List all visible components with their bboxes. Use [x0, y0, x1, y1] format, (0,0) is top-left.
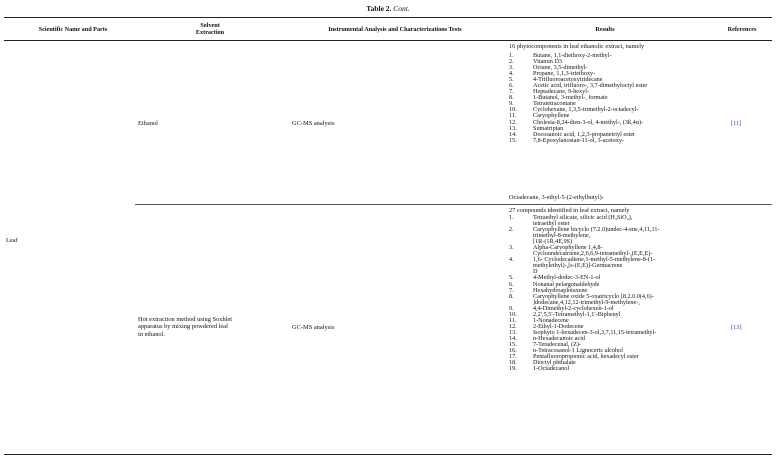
header-solvent-line1: Solvent: [200, 22, 220, 29]
row1-compound-list: [509, 53, 647, 144]
compound-name-line: Alpha-Caryophyllene 1,4,8-: [533, 244, 603, 252]
compound-number: 5.: [509, 76, 514, 84]
header-analysis: Instrumental Analysis and Characterizations Tests: [328, 26, 462, 33]
compound-list-item: [509, 366, 660, 372]
compound-name-line: 4-Trifluoroacetoxytridecane: [533, 76, 603, 84]
header-references: References: [727, 26, 757, 33]
compound-name-line: 2,2′,5,5′-Tetramethyl-1,1′-Biphenyl: [533, 310, 621, 318]
compound-name-line: Butane, 1,1-diethoxy-2-methyl-: [533, 52, 612, 59]
compound-name-line: tetraethyl ester: [533, 220, 570, 228]
compound-number: 10.: [509, 310, 517, 318]
compound-name-line: Dioctyl phthalate: [533, 359, 576, 367]
compound-number: 2.: [509, 58, 514, 66]
compound-number: 16.: [509, 347, 517, 355]
compound-number: 9.: [509, 100, 514, 108]
compound-name-line: Isophyto 1-hexadecen-3-ol,3,7,11,15-tetramethyl-: [533, 328, 657, 336]
row1-results-trailing: Octadecane, 3-ethyl-5-(2-ethylbutyl)-: [509, 194, 604, 201]
table-caption-label: Table 2.: [366, 4, 392, 13]
compound-name-line: 2-Ethyl-1-Dodecene: [533, 322, 584, 330]
compound-name-line: Octane, 3,5-dimethyl-: [533, 64, 588, 72]
compound-name-line: Hexahydroaplotaxene: [533, 286, 588, 294]
compound-name-line: Docosanoic acid, 1,2,3-propanetriyl ester: [533, 130, 636, 138]
row1-solvent: Ethanol: [138, 120, 158, 127]
compound-number: 13.: [509, 124, 517, 132]
compound-name-line: Tetraethyl silicate, silicic acid (H₄SiO₄),: [533, 214, 633, 221]
compound-name-line: Heptadecane, 9-hexyl-: [533, 88, 590, 96]
compound-name-line: Pentafluoropropionic acid, hexadecyl ester: [533, 353, 639, 361]
compound-number: 9.: [509, 304, 514, 312]
compound-number: 3.: [509, 64, 514, 72]
table-header-rule: [4, 40, 772, 41]
compound-name-line: n-Tetracosanol-1 Lignoceric alcohol: [533, 347, 623, 355]
compound-name-line: 1-Nonadecene: [533, 316, 569, 324]
compound-name-line: 7-Teradecenal, (Z)-: [533, 340, 582, 348]
compound-name-line: Caryophyllene oxide 5-oxatricyclo [8.2.0.0(4,6)-: [533, 292, 654, 300]
table-caption: [0, 4, 776, 13]
compound-number: 13.: [509, 328, 517, 336]
compound-number: 6.: [509, 82, 514, 90]
compound-number: 8.: [509, 94, 514, 102]
compound-number: 18.: [509, 359, 517, 367]
compound-number: 8.: [509, 292, 514, 300]
row2-reference-link[interactable]: [13]: [731, 324, 742, 331]
compound-name-line: Caryophyllene bicyclo (7.2.0)undec-4-ene,4,11,11-: [533, 226, 660, 234]
compound-number: 6.: [509, 280, 514, 288]
compound-number: 14.: [509, 130, 517, 138]
row2-compound-list: [509, 215, 660, 372]
compound-name-line: 1-Octadecanol: [533, 365, 570, 373]
compound-number: 17.: [509, 353, 517, 361]
table-top-rule: [4, 17, 772, 18]
compound-number: 1.: [509, 214, 514, 221]
compound-number: 7.: [509, 88, 514, 96]
compound-number: 14.: [509, 334, 517, 342]
row2-solvent-line1: Hot extraction method using Soxhlet: [138, 316, 233, 323]
compound-name-line: ]dodecane,4,12,12-trimethyl-9-methylene-,: [533, 298, 640, 306]
compound-name-line: Tetratetracontane: [533, 100, 576, 108]
compound-name-line: Propane, 1,1,3-triethoxy-: [533, 70, 596, 78]
compound-number: 19.: [509, 365, 517, 373]
row2-solvent-line3: in ethanol.: [138, 330, 165, 338]
compound-number: 11.: [509, 112, 517, 120]
compound-number: 11.: [509, 316, 517, 324]
row2-solvent: [138, 316, 288, 338]
header-solvent-line2: Extraction: [195, 29, 225, 36]
compound-name-line: Cycloundecatriene,2,6,6,9-tetramethyl-,(E,E,E)-: [533, 250, 653, 258]
compound-name-line: Sumatriptan: [533, 124, 564, 132]
compound-number: 12.: [509, 118, 517, 126]
header-results: Results: [595, 26, 615, 33]
compound-name-line: 4-Methyl-dodec-3-EN-1-ol: [533, 274, 601, 282]
compound-number: 15.: [509, 340, 517, 348]
compound-number: 2.: [509, 226, 514, 234]
compound-number: 10.: [509, 106, 517, 114]
compound-number: 7.: [509, 286, 514, 294]
compound-name-line: trimethyl-8-methylene,: [533, 232, 591, 240]
compound-number: 1.: [509, 52, 514, 59]
row1-analysis: GC-MS analysis: [292, 120, 335, 127]
row1-results-intro: 16 phytocomponents in leaf ethanolic extract, namely: [509, 43, 645, 50]
compound-name-line: Caryophyllene: [533, 112, 570, 120]
compound-name-line: 1,6- Cyclodecadiene,1-methyl-5-methylene-8-(1-: [533, 256, 656, 264]
compound-name-line: Cholesta-8,24-dien-3-ol, 4-methyl-, (3ß,4α)-: [533, 118, 644, 126]
compound-name-line: Cyclohexane, 1,3,5-trimethyl-2-octadecyl-: [533, 106, 639, 114]
header-scientific-name: Scientific Name and Parts: [38, 26, 108, 33]
compound-name-line: 1-Butanol, 3-methyl-, formate: [533, 94, 608, 102]
compound-number: 5.: [509, 274, 514, 282]
compound-name-line: Vitamin D3: [533, 58, 563, 66]
part-leaf: Leaf: [6, 237, 18, 244]
table-bottom-rule: [4, 454, 772, 455]
row1-reference-link[interactable]: [11]: [731, 120, 742, 127]
table-caption-cont: Cont.: [393, 4, 410, 13]
compound-number: 4.: [509, 256, 514, 264]
row-separator: [135, 204, 772, 205]
compound-number: 15.: [509, 136, 517, 144]
row2-analysis: GC-MS analysis: [292, 324, 335, 331]
compound-name-line: methylethyl)-,[s-(E,E)]-Germacrene: [533, 262, 623, 270]
compound-number: 3.: [509, 244, 514, 252]
compound-name-line: 7,8-Epoxylanostan-11-ol, 3-acetoxy-: [533, 136, 625, 144]
compound-name-line: Acetic acid, trifluoro-, 3,7-dimethyloctyl ester: [533, 82, 648, 90]
compound-number: 12.: [509, 322, 517, 330]
compound-list-item: [509, 138, 647, 144]
row2-solvent-line2: apparatus by mixing powdered leaf: [138, 323, 229, 331]
header-solvent: [160, 22, 260, 36]
compound-name-line: n-Hexadecanoic acid: [533, 334, 586, 342]
compound-name-line: Nonanal pelargonaldehyde: [533, 280, 600, 288]
compound-list-item: [509, 257, 660, 275]
compound-list-item: [509, 227, 660, 245]
row2-results-intro: 27 compounds identified in leaf extract, namely: [509, 207, 630, 214]
compound-name-line: 4,4-Dimethyl-2-cyclohexen-1-ol: [533, 304, 614, 312]
compound-list-item: [509, 294, 660, 306]
compound-name-line: [1R-(1R,4E,9S): [533, 238, 573, 246]
compound-number: 4.: [509, 70, 514, 78]
compound-name-line: D: [533, 268, 538, 276]
